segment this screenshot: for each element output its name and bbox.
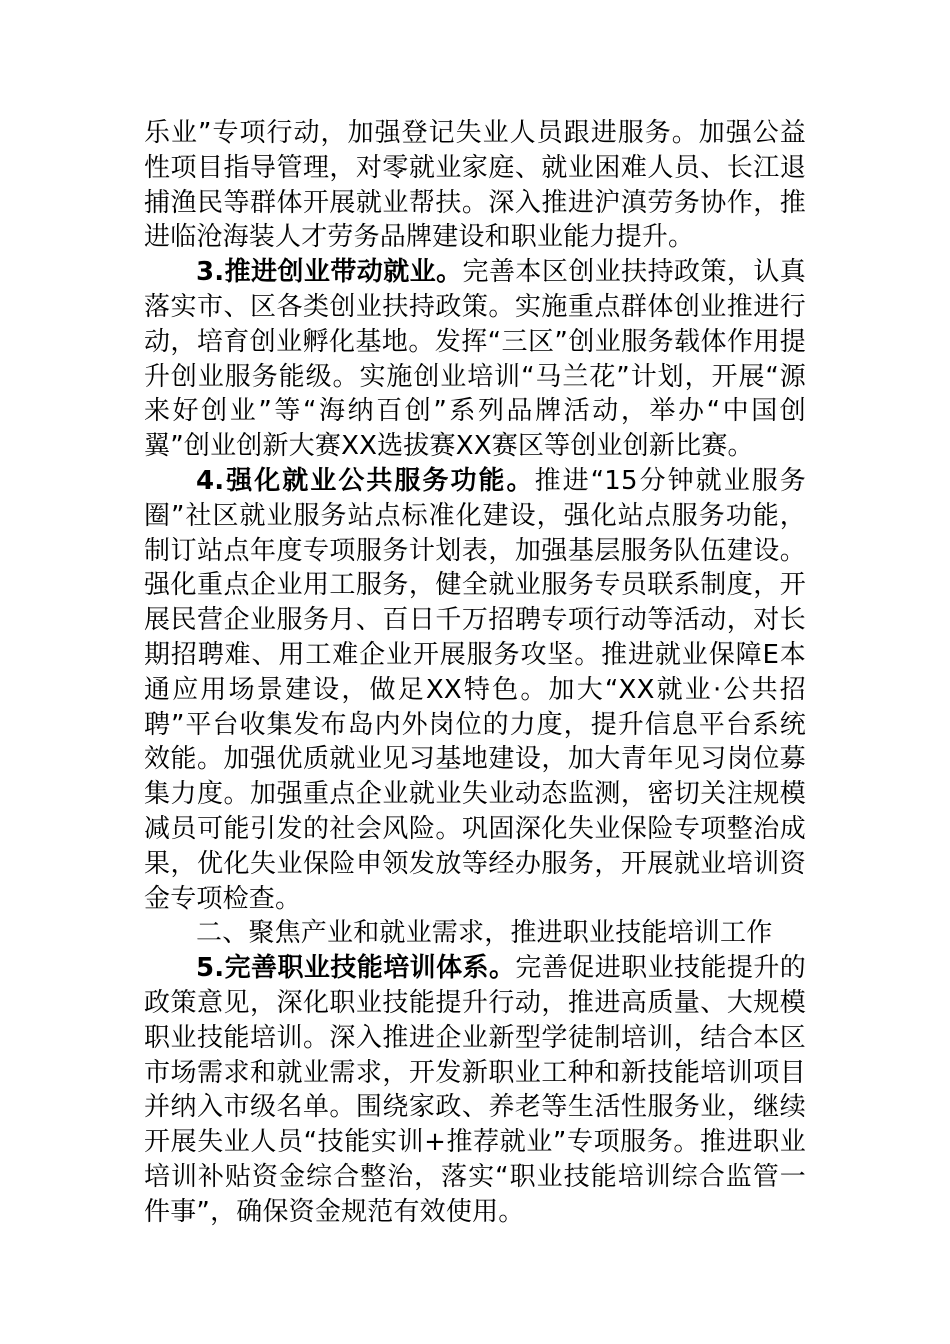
paragraph-item-3 [144,255,806,464]
item-heading: 4.强化就业公共服务功能。 [196,465,535,496]
paragraph-text: 完善本区创业扶持政策，认真落实市、区各类创业扶持政策。实施重点群体创业推进行动，培育创业孵化基地。发挥“三区”创业服务载体作用提升创业服务能级。实施创业培训“马兰花”计划，开展“源来好创业”等“海纳百创”系列品牌活动，举办“中国创翼”创业创新大赛XX选拔赛XX赛区等创业创新比赛。 [144,257,806,462]
section-heading [144,916,806,951]
document-page [144,116,806,1230]
paragraph-text: 完善促进职业技能提升的政策意见，深化职业技能提升行动，推进高质量、大规模职业技能培训。深入推进企业新型学徒制培训，结合本区市场需求和就业需求，开发新职业工种和新技能培训项目并纳入市级名单。围绕家政、养老等生活性服务业，继续开展失业人员“技能实训+推荐就业”专项服务。推进职业培训补贴资金综合整治，落实“职业技能培训综合监管一件事”，确保资金规范有效使用。 [144,953,806,1227]
paragraph-text: 推进“15分钟就业服务圈”社区就业服务站点标准化建设，强化站点服务功能，制订站点年度专项服务计划表，加强基层服务队伍建设。强化重点企业用工服务，健全就业服务专员联系制度，开展民营企业服务月、百日千万招聘专项行动等活动，对长期招聘难、用工难企业开展服务攻坚。推进就业保障E本通应用场景建设，做足XX特色。加大“XX就业·公共招聘”平台收集发布岛内外岗位的力度，提升信息平台系统效能。加强优质就业见习基地建设，加大青年见习岗位募集力度。加强重点企业就业失业动态监测，密切关注规模减员可能引发的社会风险。巩固深化失业保险专项整治成果，优化失业保险申领发放等经办服务，开展就业培训资金专项检查。 [144,465,806,914]
paragraph-item-4 [144,464,806,916]
item-heading: 3.推进创业带动就业。 [196,257,463,288]
section-title-text: 二、聚焦产业和就业需求，推进职业技能培训工作 [196,918,773,949]
paragraph-item-5 [144,951,806,1229]
item-heading: 5.完善职业技能培训体系。 [196,953,516,984]
paragraph-continuation [144,116,806,255]
paragraph-text: 乐业”专项行动，加强登记失业人员跟进服务。加强公益性项目指导管理，对零就业家庭、就业困难人员、长江退捕渔民等群体开展就业帮扶。深入推进沪滇劳务协作，推进临沧海装人才劳务品牌建设和职业能力提升。 [144,118,806,253]
